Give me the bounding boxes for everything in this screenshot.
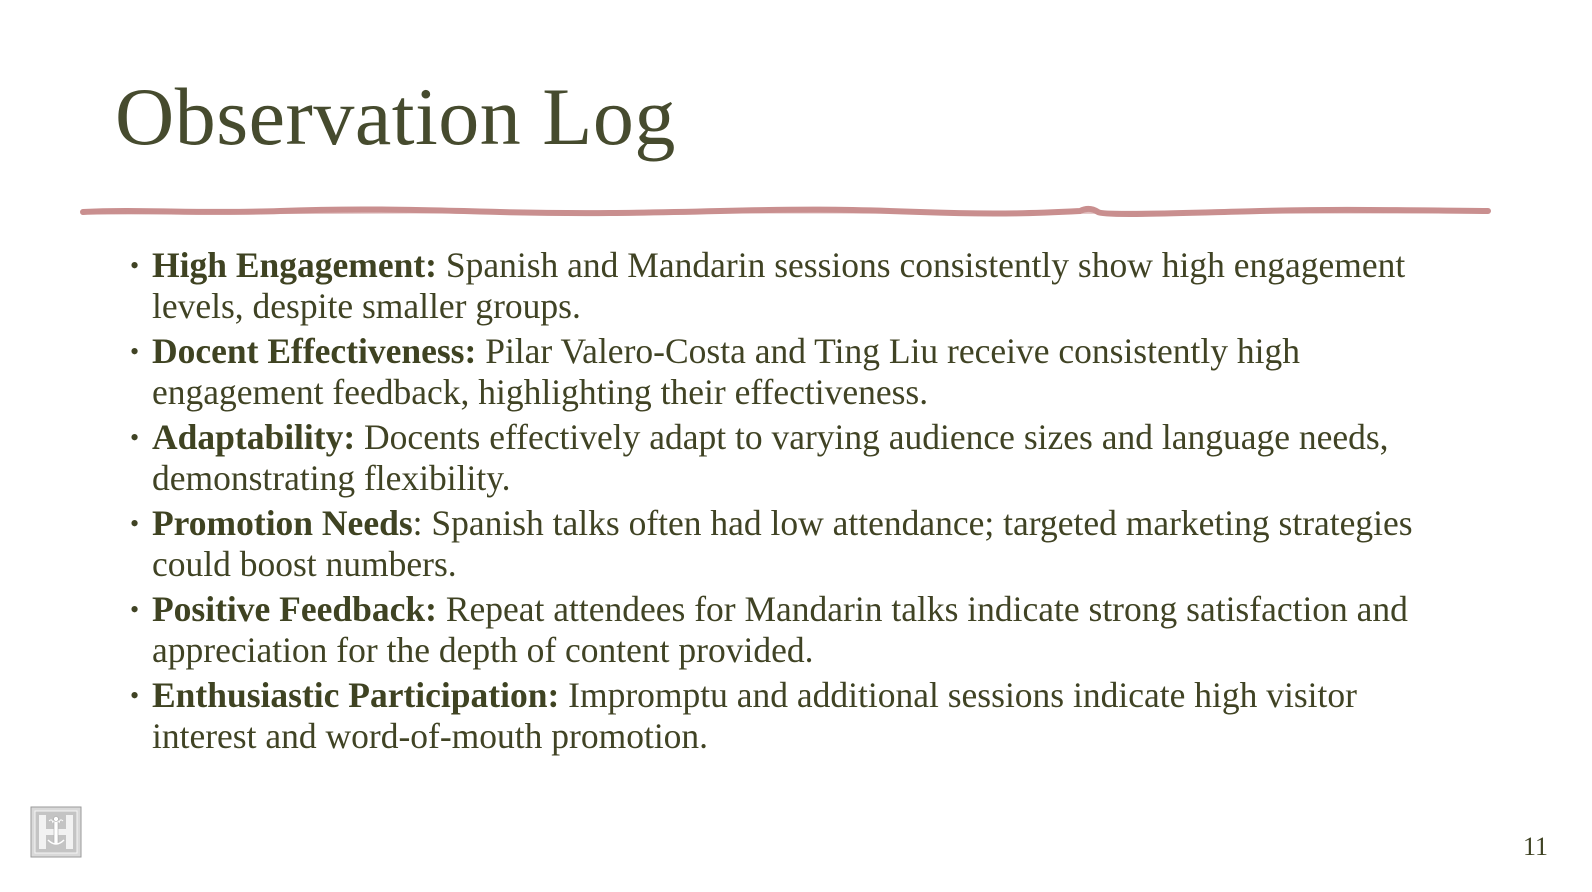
list-item <box>130 331 1450 413</box>
bullet-text: : Spanish talks often had low attendance; targeted marketing strategies could boost numbers. <box>152 503 1413 584</box>
bullet-dot: • <box>130 595 140 624</box>
bullet-dot: • <box>130 251 140 280</box>
bullet-term: Enthusiastic Participation: <box>152 675 560 715</box>
bullet-text: Docents effectively adapt to varying audience sizes and language needs, demonstrating flexibility. <box>152 417 1389 498</box>
title-divider <box>80 200 1492 224</box>
bullet-dot: • <box>130 337 140 366</box>
bullet-dot: • <box>130 681 140 710</box>
page-title: Observation Log <box>115 71 676 162</box>
bullet-term: Promotion Needs <box>152 503 413 543</box>
page-number: 11 <box>1522 832 1548 861</box>
list-item <box>130 589 1450 671</box>
bullet-dot: • <box>130 509 140 538</box>
list-item <box>130 675 1450 757</box>
bullet-text: Spanish and Mandarin sessions consistently show high engagement levels, despite smaller groups. <box>152 245 1406 326</box>
bullet-dot: • <box>130 423 140 452</box>
bullet-term: Positive Feedback: <box>152 589 437 629</box>
bullet-text: Pilar Valero-Costa and Ting Liu receive consistently high engagement feedback, highlighting their effectiveness. <box>152 331 1300 412</box>
bullet-term: High Engagement: <box>152 245 437 285</box>
bullet-text: Impromptu and additional sessions indicate high visitor interest and word-of-mouth promotion. <box>152 675 1357 756</box>
bullet-term: Adaptability: <box>152 417 356 457</box>
list-item <box>130 503 1450 585</box>
list-item <box>130 417 1450 499</box>
bullet-term: Docent Effectiveness: <box>152 331 477 371</box>
list-item <box>130 245 1450 327</box>
bullet-text: Repeat attendees for Mandarin talks indicate strong satisfaction and appreciation for the depth of content provided. <box>152 589 1408 670</box>
observation-list <box>130 245 1450 761</box>
institution-logo-icon <box>30 806 82 858</box>
